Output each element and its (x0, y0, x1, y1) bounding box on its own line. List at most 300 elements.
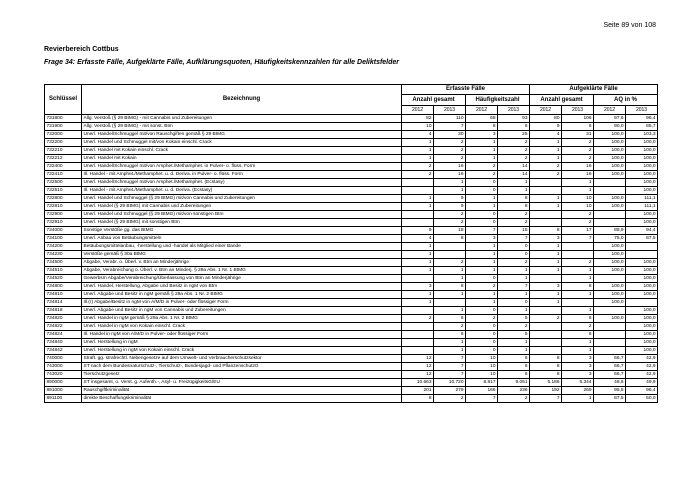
cell-value: 1 (530, 155, 562, 163)
cell-value: 15 (498, 227, 530, 235)
cell-value: 100,0 (626, 179, 658, 187)
cell-description: Unerl. Abgabe und Besitz in ngM von Cannabis und Zubereitungen (82, 307, 402, 315)
cell-value: 2 (562, 211, 594, 219)
cell-value: 88,9 (594, 227, 626, 235)
cell-value: 2 (562, 155, 594, 163)
table-row (45, 115, 658, 123)
col-header-description: Bezeichnung (82, 85, 402, 115)
cell-value: 166 (466, 387, 498, 395)
cell-value: 100,0 (626, 275, 658, 283)
cell-description: Gewerbsm Abgabe/Verabreichung/Überlassung von Btm an Minderjährige (82, 275, 402, 283)
cell-value: 8 (530, 227, 562, 235)
table-row (45, 307, 658, 315)
table-row (45, 195, 658, 203)
cell-value: 6 (562, 331, 594, 339)
cell-value: 0 (466, 219, 498, 227)
cell-description: Abgabe, Verabreichung o. Überl. v. Btm an Minderj. § 29a Abs. 1 Nr. 1 BtMG (82, 267, 402, 275)
cell-value: 0 (498, 299, 530, 307)
cell-value: 8 (530, 355, 562, 363)
cell-value (530, 323, 562, 331)
table-row (45, 235, 658, 243)
cell-value: 9 (402, 227, 434, 235)
cell-value: 1 (562, 275, 594, 283)
cell-value: 90,0 (594, 123, 626, 131)
header-row-groups (45, 85, 658, 95)
cell-value: 10.720 (434, 379, 466, 387)
cell-value: 1 (466, 139, 498, 147)
cell-value: 100,0 (594, 267, 626, 275)
cell-value: 3 (562, 371, 594, 379)
cell-description: Unerl. Handel (§ 29 BtMG) mit Cannabis und Zubereitungen (82, 203, 402, 211)
cell-value: 2 (498, 211, 530, 219)
cell-value (594, 347, 626, 355)
cell-value: 5.344 (562, 379, 594, 387)
cell-value: 8 (530, 371, 562, 379)
cell-key: 732400 (45, 163, 82, 171)
cell-value: 10 (562, 195, 594, 203)
cell-value: 111,1 (626, 203, 658, 211)
cell-key: 732000 (45, 131, 82, 139)
cell-value: 5 (498, 315, 530, 323)
cell-description: direkte Beschaffungskriminalität (82, 395, 402, 403)
cell-value: 8 (498, 203, 530, 211)
cell-value (530, 211, 562, 219)
cell-value: 8 (562, 283, 594, 291)
cell-value (402, 219, 434, 227)
cell-key: 732800 (45, 195, 82, 203)
cell-description: Unerl. Handel in ngM von Kokain einschl. Crack (82, 323, 402, 331)
cell-value: 3 (562, 363, 594, 371)
cell-value: 100,0 (594, 131, 626, 139)
cell-value: 1 (402, 243, 434, 251)
cell-value: 6 (434, 331, 466, 339)
cell-value: 0 (466, 339, 498, 347)
cell-key: 891100 (45, 395, 82, 403)
cell-value: 100,0 (626, 171, 658, 179)
cell-value: 2 (434, 155, 466, 163)
cell-value: 66,7 (594, 371, 626, 379)
cell-description: Unerl. Handel und Schmuggel (§ 29 BtMG) mit/von sonstigen Btm (82, 211, 402, 219)
cell-value: 2 (434, 147, 466, 155)
cell-value: 100,0 (626, 163, 658, 171)
cell-value: 9 (530, 123, 562, 131)
cell-value: 2 (466, 283, 498, 291)
cell-description: Unerl. Handel und Schmuggel mit/von Kokain einschl. Crack (82, 139, 402, 147)
cell-value: 192 (530, 387, 562, 395)
col-subheader-frequency: Häufigkeitszahl (466, 95, 530, 106)
cell-value: 85,7 (626, 123, 658, 131)
cell-value: 100,0 (626, 331, 658, 339)
cell-value (402, 211, 434, 219)
table-row (45, 395, 658, 403)
cell-value: 279 (434, 387, 466, 395)
cell-value: 7 (434, 371, 466, 379)
cell-value: 82 (402, 115, 434, 123)
cell-value: 269 (562, 387, 594, 395)
cell-value: 7 (434, 363, 466, 371)
cell-value: 100,0 (626, 307, 658, 315)
table-row (45, 387, 658, 395)
cell-value: 66,7 (594, 355, 626, 363)
cell-value: 5 (498, 331, 530, 339)
cell-value: 1 (402, 299, 434, 307)
cell-value: 2 (562, 139, 594, 147)
cell-value: 1 (402, 259, 434, 267)
cell-value: 1 (562, 267, 594, 275)
cell-value: 1 (498, 347, 530, 355)
cell-value: 3 (466, 235, 498, 243)
cell-value: 1 (466, 203, 498, 211)
cell-description: Unerl. Handel (§ 29 BtMG) mit sonstigen Btm (82, 219, 402, 227)
cell-value: 1 (466, 147, 498, 155)
cell-value: 0 (498, 243, 530, 251)
cell-key: 740000 (45, 355, 82, 363)
cell-value (594, 331, 626, 339)
cell-value: 8 (530, 363, 562, 371)
cell-value (530, 187, 562, 195)
cell-value: 4 (402, 131, 434, 139)
cell-key: 734200 (45, 243, 82, 251)
cell-description: Unerl. Handel mit Kokain (82, 155, 402, 163)
cell-value: 100,0 (626, 291, 658, 299)
cell-value: 10.663 (402, 379, 434, 387)
col-subheader-count-solved: Anzahl gesamt (530, 95, 594, 106)
cell-value: 2 (434, 219, 466, 227)
cell-value (402, 331, 434, 339)
cell-value: 4 (402, 235, 434, 243)
cell-value: 100,0 (626, 155, 658, 163)
cell-key: 734800 (45, 283, 82, 291)
cell-value: 8 (498, 195, 530, 203)
cell-value: 2 (562, 147, 594, 155)
cell-value: 100,0 (626, 259, 658, 267)
cell-value: 111,1 (626, 195, 658, 203)
cell-value: 236 (498, 387, 530, 395)
cell-value: 14 (498, 163, 530, 171)
cell-value: 1 (402, 155, 434, 163)
cell-value (530, 347, 562, 355)
cell-value: 1 (434, 179, 466, 187)
cell-value: 3 (530, 235, 562, 243)
cell-key: 732210 (45, 147, 82, 155)
cell-value: 2 (434, 395, 466, 403)
cell-value: 106 (562, 115, 594, 123)
cell-value: 2 (498, 219, 530, 227)
cell-value: 9.051 (498, 379, 530, 387)
cell-value: 96,4 (626, 115, 658, 123)
cell-key: 743000 (45, 363, 82, 371)
cell-value: 1 (530, 147, 562, 155)
table-row (45, 251, 658, 259)
cell-value: 1 (466, 299, 498, 307)
cell-value: 12 (402, 371, 434, 379)
cell-value (594, 211, 626, 219)
cell-key: 734822 (45, 323, 82, 331)
table-row (45, 299, 658, 307)
cell-value: 100,0 (626, 219, 658, 227)
cell-key: 734510 (45, 267, 82, 275)
cell-value: 2 (402, 163, 434, 171)
cell-key: 732200 (45, 139, 82, 147)
cell-value: 42,9 (626, 363, 658, 371)
cell-value: 100,0 (626, 139, 658, 147)
table-body (45, 115, 658, 403)
cell-value: 100,0 (626, 323, 658, 331)
cell-value: 10 (402, 123, 434, 131)
table-row (45, 131, 658, 139)
table-row (45, 355, 658, 363)
cell-value: 2 (402, 171, 434, 179)
cell-value (626, 243, 658, 251)
cell-value (530, 219, 562, 227)
table-row (45, 323, 658, 331)
cell-value: 2 (530, 171, 562, 179)
cell-value: 25 (498, 131, 530, 139)
cell-value: 2 (562, 259, 594, 267)
cell-value: 2 (530, 163, 562, 171)
cell-value: 7 (562, 235, 594, 243)
table-row (45, 219, 658, 227)
cell-value: 100,0 (626, 187, 658, 195)
cell-value: 1 (562, 347, 594, 355)
cell-value: 6 (498, 371, 530, 379)
col-subheader-clearance-rate: AQ in % (594, 95, 658, 106)
cell-value: 16 (434, 171, 466, 179)
cell-description: Unerl. Abgabe und Besitz in ngM gemäß § 29a Abs. 1 Nr. 2 BtMG (82, 291, 402, 299)
cell-value: 103,3 (626, 131, 658, 139)
cell-value: 100,0 (594, 139, 626, 147)
cell-value: 87,5 (626, 235, 658, 243)
cell-key: 732510 (45, 187, 82, 195)
cell-value: 7 (466, 227, 498, 235)
cell-value: 2 (466, 315, 498, 323)
cell-value: 0 (466, 323, 498, 331)
cell-value: 10 (466, 355, 498, 363)
cell-value: 5.186 (530, 379, 562, 387)
col-subheader-count-recorded: Anzahl gesamt (402, 95, 466, 106)
cell-value: 1 (434, 275, 466, 283)
cell-key: 732810 (45, 203, 82, 211)
cell-value: 10 (562, 203, 594, 211)
page-number: Seite 89 von 108 (603, 22, 656, 29)
cell-description: Allg. Verstoß (§ 29 BtMG) - mit Cannabis und Zubereitungen (82, 115, 402, 123)
cell-key: 732500 (45, 179, 82, 187)
cell-value: 1 (466, 243, 498, 251)
cell-value: 0 (466, 211, 498, 219)
cell-value: 96,4 (626, 387, 658, 395)
cell-key: 734818 (45, 307, 82, 315)
year-header: 2013 (626, 106, 658, 115)
cell-description: Ill. Handel - mit Amphet./Methamphet. u. d. Deriva. in Pulver- o. flüss. Form (82, 171, 402, 179)
year-header: 2012 (594, 106, 626, 115)
cell-value: 3 (402, 283, 434, 291)
cell-value (434, 243, 466, 251)
table-row (45, 187, 658, 195)
cell-value: 1 (498, 187, 530, 195)
cell-value (402, 339, 434, 347)
cell-value: 2 (466, 171, 498, 179)
cell-value: 0 (466, 187, 498, 195)
cell-description: Unerl. Handel/Schmuggel mit/von Rauschgiften gemäß § 29 BtMG (82, 131, 402, 139)
cell-value: 0 (466, 275, 498, 283)
cell-value: 7 (498, 283, 530, 291)
cell-key: 734814 (45, 299, 82, 307)
cell-description: Sonstige Verstöße gg. das BtMG (82, 227, 402, 235)
region-title: Revierbereich Cottbus (44, 46, 119, 53)
cell-value: 1 (434, 187, 466, 195)
cell-value: 1 (434, 291, 466, 299)
cell-value: 1 (466, 291, 498, 299)
cell-value: 100,0 (594, 259, 626, 267)
cell-value: 2 (530, 315, 562, 323)
cell-value (530, 307, 562, 315)
table-row (45, 179, 658, 187)
col-group-recorded: Erfasste Fälle (402, 85, 530, 95)
cell-value: 17 (562, 227, 594, 235)
cell-value: 9 (434, 195, 466, 203)
cell-value: 0 (466, 347, 498, 355)
cell-key: 734000 (45, 227, 82, 235)
cell-value: 6 (498, 363, 530, 371)
cell-description: Unerl. Handel und Schmuggel (§ 29 BtMG) mit/von Cannabis und Zubereitungen (82, 195, 402, 203)
cell-description: Betäubungsmittelanbau, -herstellung und -handel als Mitglied einer Bande (82, 243, 402, 251)
table-row (45, 243, 658, 251)
cell-value: 12 (402, 363, 434, 371)
cell-value: 10 (466, 371, 498, 379)
cell-value (434, 299, 466, 307)
cell-description: Abgabe, Verabr. o. Überl. v. Btm an Minderjährige (82, 259, 402, 267)
cell-value: 1 (498, 307, 530, 315)
cell-value: 6 (498, 123, 530, 131)
cell-value: 3 (530, 283, 562, 291)
cell-value: 80 (530, 115, 562, 123)
cell-description: Straft. gg. strafrechtl. Nebengesetze auf dem Umwelt- und Verbraucherschutzsektor (82, 355, 402, 363)
cell-value (562, 299, 594, 307)
cell-value (562, 243, 594, 251)
cell-value: 2 (434, 139, 466, 147)
cell-value: 2 (434, 259, 466, 267)
cell-description: Unerl. Handel, Herstellung, Abgabe und Besitz in ngM von Btm (82, 283, 402, 291)
cell-description: Rauschgiftkriminalität (82, 387, 402, 395)
cell-description: Unerl. Handel in ngM gemäß § 29a Abs. 1 Nr. 2 BtMG (82, 315, 402, 323)
table-row (45, 379, 658, 387)
cell-key: 731900 (45, 123, 82, 131)
cell-value (594, 323, 626, 331)
cell-value: 97,6 (594, 115, 626, 123)
cell-value: 100,0 (626, 267, 658, 275)
table-row (45, 227, 658, 235)
cell-value: 100,0 (594, 155, 626, 163)
cell-value: 100,0 (626, 339, 658, 347)
cell-value: 100,0 (594, 251, 626, 259)
cell-value: 2 (498, 155, 530, 163)
cell-value: 2 (402, 315, 434, 323)
cell-value: 66,7 (594, 363, 626, 371)
cell-value (402, 275, 434, 283)
table-row (45, 275, 658, 283)
cell-description: Ill. Handel - mit Amphet./Methamphet. u. d. Deriva. (Ecstasy) (82, 187, 402, 195)
cell-value: 8 (434, 283, 466, 291)
cell-value (402, 179, 434, 187)
cell-value: 42,9 (626, 355, 658, 363)
cell-value: 100,0 (594, 203, 626, 211)
cell-value: 48,6 (594, 379, 626, 387)
year-header: 2012 (530, 106, 562, 115)
cell-value: 18 (434, 227, 466, 235)
cell-value (594, 179, 626, 187)
cell-value: 2 (562, 219, 594, 227)
cell-value: 100,0 (594, 299, 626, 307)
cell-value: 3 (562, 355, 594, 363)
cell-value: 6 (562, 315, 594, 323)
cell-key: 890000 (45, 379, 82, 387)
cell-value (594, 187, 626, 195)
cell-value: 1 (466, 251, 498, 259)
cell-value: 1 (562, 339, 594, 347)
cell-value: 100,0 (594, 283, 626, 291)
cell-value: 100,0 (594, 147, 626, 155)
cell-key: 734230 (45, 251, 82, 259)
cell-value: 0 (466, 331, 498, 339)
cell-key: 732212 (45, 155, 82, 163)
table-row (45, 155, 658, 163)
cell-value (434, 251, 466, 259)
table-row (45, 315, 658, 323)
table-row (45, 363, 658, 371)
cell-value: 1 (498, 275, 530, 283)
cell-key: 734520 (45, 275, 82, 283)
cell-value: 42,9 (626, 371, 658, 379)
cell-value: 201 (402, 387, 434, 395)
cell-value: 7 (530, 395, 562, 403)
cell-value: 1 (434, 307, 466, 315)
table-row (45, 123, 658, 131)
cell-value: 8 (402, 395, 434, 403)
year-header: 2013 (434, 106, 466, 115)
cell-value: 1 (530, 299, 562, 307)
cell-value: 1 (498, 291, 530, 299)
cell-value: 6 (434, 315, 466, 323)
cell-value: 1 (530, 251, 562, 259)
cell-value (594, 275, 626, 283)
cell-value: 2 (498, 147, 530, 155)
cell-value: 1 (562, 179, 594, 187)
cell-key: 734100 (45, 235, 82, 243)
cell-value: 6 (498, 355, 530, 363)
cell-value: 2 (498, 323, 530, 331)
cell-value: 100,0 (626, 283, 658, 291)
cell-value: 100,0 (594, 315, 626, 323)
cell-value: 1 (562, 291, 594, 299)
cell-value (530, 275, 562, 283)
cell-value: 0 (466, 307, 498, 315)
year-header: 2013 (562, 106, 594, 115)
cell-value (594, 307, 626, 315)
year-header: 2012 (402, 106, 434, 115)
cell-value: 1 (402, 203, 434, 211)
cell-description: Allg. Verstoß (§ 29 BtMG) - mit sonst. Btm (82, 123, 402, 131)
cell-key: 734842 (45, 347, 82, 355)
cell-value: 100,0 (594, 171, 626, 179)
cell-value: 50,0 (626, 395, 658, 403)
cell-value: 31 (562, 131, 594, 139)
cell-value: 93 (498, 115, 530, 123)
cell-value: 95,5 (594, 387, 626, 395)
cell-value: 1 (434, 339, 466, 347)
cell-value (594, 219, 626, 227)
cell-value: 1 (498, 179, 530, 187)
table-row (45, 267, 658, 275)
